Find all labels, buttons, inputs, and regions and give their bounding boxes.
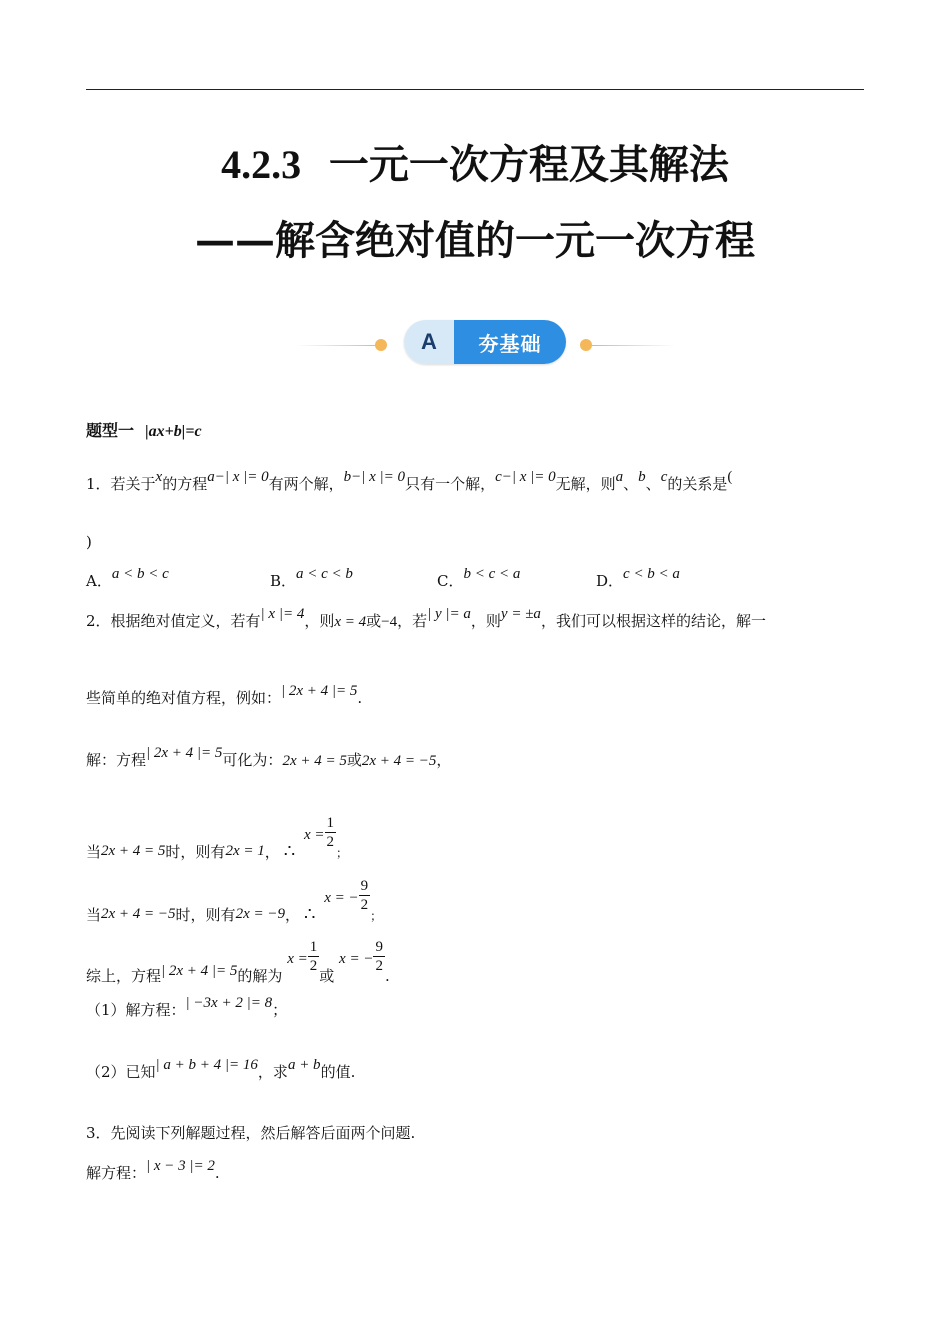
q2-text: 或 bbox=[346, 751, 362, 769]
section-number: 4.2.3 bbox=[221, 142, 302, 187]
denominator: 2 bbox=[375, 958, 383, 974]
q2-eq: | a + b + 4 |= 16 bbox=[155, 1057, 258, 1073]
q2-text: 的解为 bbox=[237, 966, 283, 985]
badge-right-dot bbox=[580, 339, 592, 351]
q2-text: ， bbox=[264, 842, 280, 861]
q2-text: 的值. bbox=[320, 1063, 356, 1081]
denominator: 2 bbox=[326, 834, 334, 850]
q2-eq: 2x + 4 = 5 bbox=[282, 753, 347, 769]
q1-close-paren: ) bbox=[86, 533, 92, 551]
q1-var-c: c bbox=[660, 469, 668, 485]
q2-eq: | 2x + 4 |= 5 bbox=[281, 683, 358, 699]
option-expr: a < c < b bbox=[296, 566, 353, 582]
q1-text-3: 只有一个解， bbox=[405, 475, 496, 493]
q1-text-2: 有两个解， bbox=[268, 475, 344, 493]
section-badge bbox=[0, 318, 950, 368]
option-label: C． bbox=[437, 572, 464, 590]
q1-stem bbox=[86, 469, 733, 495]
q2-text: 可化为： bbox=[222, 751, 283, 769]
therefore-symbol: ∴ bbox=[303, 903, 316, 925]
q2-eq: 2x + 4 = −5 bbox=[361, 753, 437, 769]
q2-text: （1）解方程： bbox=[86, 1001, 186, 1019]
q3-line-2 bbox=[86, 1158, 220, 1184]
option-label: A． bbox=[86, 572, 112, 590]
q2-eq: 2x + 4 = −5 bbox=[101, 905, 176, 922]
option-expr: b < c < a bbox=[463, 566, 521, 582]
type-heading-formula: |ax+b|=c bbox=[145, 423, 202, 440]
title-line-2: ——解含绝对值的一元一次方程 bbox=[195, 217, 755, 264]
q2-text: ， bbox=[284, 905, 300, 924]
q2-text: ，则 bbox=[304, 612, 335, 630]
fraction bbox=[373, 938, 385, 975]
q1-option-b[interactable] bbox=[270, 566, 353, 591]
q2-line-5 bbox=[86, 871, 383, 925]
q2-text: 2．根据绝对值定义，若有 bbox=[86, 612, 261, 630]
denominator: 2 bbox=[360, 897, 369, 913]
q2-eq: a + b bbox=[287, 1057, 321, 1073]
q2-text: 当 bbox=[86, 842, 102, 861]
q2-line-6 bbox=[86, 932, 390, 985]
q3-text: . bbox=[214, 1164, 220, 1182]
q2-eq: | −3x + 2 |= 8 bbox=[185, 995, 273, 1011]
type-heading bbox=[86, 421, 202, 442]
q1-eq-3: c−| x |= 0 bbox=[495, 469, 556, 485]
title-text: 一元一次方程及其解法 bbox=[328, 141, 729, 188]
q2-eq: x = bbox=[303, 826, 325, 843]
q2-eq: | x |= 4 bbox=[260, 606, 305, 622]
q2-text: ； bbox=[272, 1001, 288, 1019]
q1-eq-2: b−| x |= 0 bbox=[343, 469, 406, 485]
q1-sep-1: 、 bbox=[623, 475, 639, 493]
q2-text: 些简单的绝对值方程，例如： bbox=[86, 689, 282, 707]
numerator: 9 bbox=[360, 878, 369, 894]
badge-label: 夯基础 bbox=[454, 320, 566, 364]
numerator: 1 bbox=[326, 815, 334, 831]
q1-text-5: 的关系是 bbox=[667, 475, 728, 493]
q2-eq: x = − bbox=[324, 889, 359, 906]
q1-sep-2: 、 bbox=[645, 475, 661, 493]
q2-text: . bbox=[384, 966, 390, 985]
fraction bbox=[359, 877, 371, 914]
q3-eq: | x − 3 |= 2 bbox=[146, 1158, 215, 1174]
q2-sub-2 bbox=[86, 1057, 356, 1083]
badge-left-line bbox=[296, 345, 380, 346]
q2-eq: x = bbox=[287, 950, 308, 967]
q3-stem: 3．先阅读下列解题过程，然后解答后面两个问题. bbox=[86, 1124, 416, 1142]
q2-text: ，我们可以根据这样的结论，解一 bbox=[540, 612, 766, 630]
q2-eq: 2x = −9 bbox=[235, 905, 285, 922]
q2-sub-1 bbox=[86, 995, 288, 1021]
q2-text: ，若 bbox=[397, 612, 428, 630]
q2-text: 当 bbox=[86, 905, 102, 924]
q1-var-x: x bbox=[155, 469, 163, 485]
badge-letter: A bbox=[404, 320, 454, 364]
q2-eq: −4 bbox=[381, 614, 398, 630]
q2-line-1 bbox=[86, 606, 766, 632]
option-expr: a < b < c bbox=[111, 566, 169, 582]
q2-eq: | 2x + 4 |= 5 bbox=[146, 745, 223, 761]
q2-eq: | 2x + 4 |= 5 bbox=[161, 962, 238, 979]
q2-text: . bbox=[357, 689, 363, 707]
fraction bbox=[308, 938, 320, 975]
option-label: D． bbox=[596, 572, 624, 590]
q3-text: 解方程： bbox=[86, 1164, 147, 1182]
fraction bbox=[325, 814, 337, 851]
q2-text: 解：方程 bbox=[86, 751, 147, 769]
q2-text: ； bbox=[336, 845, 349, 860]
q2-text: 或 bbox=[319, 966, 335, 985]
q2-eq: 2x + 4 = 5 bbox=[101, 842, 166, 859]
q1-eq-1: a−| x |= 0 bbox=[207, 469, 269, 485]
q1-option-c[interactable] bbox=[437, 566, 521, 591]
denominator: 2 bbox=[309, 958, 318, 974]
therefore-symbol: ∴ bbox=[283, 840, 296, 862]
q2-line-2 bbox=[86, 683, 363, 709]
q1-var-b: b bbox=[638, 469, 646, 485]
q2-text: 时，则有 bbox=[175, 905, 236, 924]
q1-number: 1．若关于 bbox=[86, 475, 156, 493]
q2-eq: y = ±a bbox=[500, 606, 541, 622]
title-line-1 bbox=[0, 133, 950, 190]
badge-left-dot bbox=[375, 339, 387, 351]
option-expr: c < b < a bbox=[623, 566, 680, 582]
q1-text-4: 无解，则 bbox=[555, 475, 616, 493]
badge-right-line bbox=[592, 345, 676, 346]
q2-text: ，则 bbox=[470, 612, 501, 630]
q2-text: ，求 bbox=[257, 1063, 288, 1081]
q2-text: 时，则有 bbox=[165, 842, 226, 861]
option-label: B． bbox=[270, 572, 297, 590]
q2-line-4 bbox=[86, 808, 349, 862]
q1-open-paren: ( bbox=[727, 469, 733, 485]
numerator: 9 bbox=[375, 939, 383, 955]
q2-eq: x = − bbox=[339, 950, 374, 967]
q1-option-d[interactable] bbox=[596, 566, 680, 591]
q2-text: （2）已知 bbox=[86, 1063, 156, 1081]
q2-text: 综上，方程 bbox=[86, 966, 162, 985]
q2-text: ， bbox=[436, 751, 452, 769]
q2-text: ； bbox=[370, 908, 383, 923]
q1-option-a[interactable] bbox=[86, 566, 169, 591]
q2-text: 或 bbox=[366, 612, 382, 630]
level-badge bbox=[404, 320, 566, 364]
top-rule bbox=[86, 89, 864, 90]
q2-eq: 2x = 1 bbox=[225, 842, 265, 859]
type-heading-label: 题型一 bbox=[86, 421, 135, 440]
q1-var-a: a bbox=[615, 469, 624, 485]
q2-line-3 bbox=[86, 745, 452, 771]
numerator: 1 bbox=[309, 939, 318, 955]
q2-eq: x = 4 bbox=[334, 614, 367, 630]
q2-eq: | y |= a bbox=[427, 606, 471, 622]
q1-text-1: 的方程 bbox=[162, 475, 208, 493]
